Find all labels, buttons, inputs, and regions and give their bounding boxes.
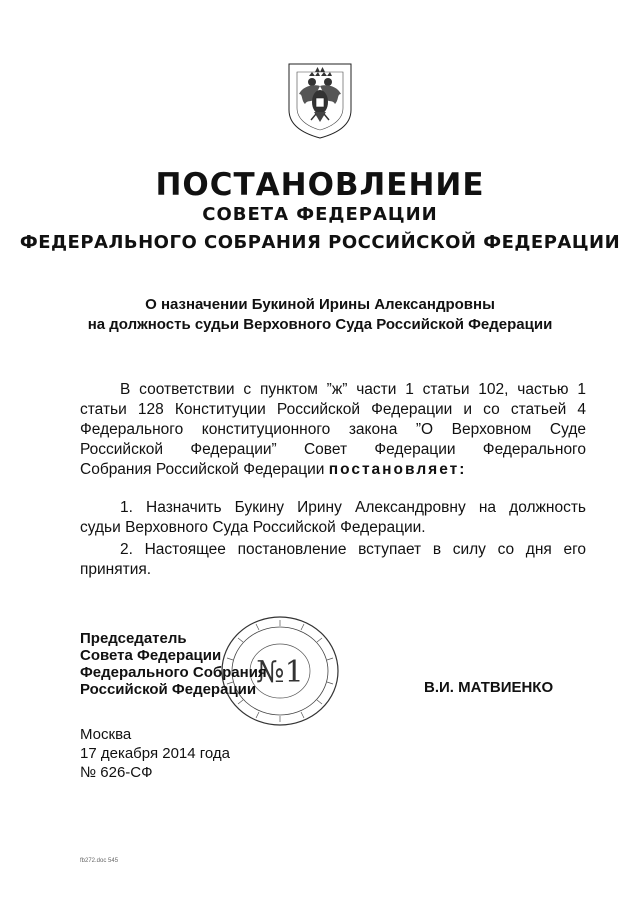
item-line: 1. Назначить Букину Ирину Александровну на должность bbox=[120, 499, 586, 516]
city: Москва bbox=[80, 726, 132, 743]
coat-of-arms-icon bbox=[285, 60, 355, 140]
decree-colon: : bbox=[459, 461, 467, 478]
preamble-line: Федерального конституционного закона ”О Верховном Суде bbox=[80, 421, 586, 438]
preamble-paragraph bbox=[80, 380, 586, 480]
position-line: Председатель bbox=[80, 630, 187, 647]
item-line: 2. Настоящее постановление вступает в силу со дня его bbox=[120, 541, 586, 558]
signatory-position bbox=[80, 630, 267, 698]
position-line: Российской Федерации bbox=[80, 681, 257, 698]
decree-item-1 bbox=[80, 498, 586, 538]
preamble-line: Российской Федерации” Совет Федерации Федерального bbox=[80, 441, 586, 458]
document-number: № 626-СФ bbox=[80, 764, 153, 781]
signatory-name: В.И. МАТВИЕНКО bbox=[424, 679, 554, 696]
subject-line-2: на должность судьи Верховного Суда Российской Федерации bbox=[87, 316, 553, 333]
preamble-line: Собрания Российской Федерации bbox=[80, 461, 325, 478]
position-line: Федерального Собрания bbox=[80, 664, 267, 681]
preamble-last-line bbox=[80, 460, 586, 480]
position-line: Совета Федерации bbox=[80, 647, 222, 664]
item-line: судьи Верховного Суда Российской Федерации. bbox=[80, 519, 426, 536]
date: 17 декабря 2014 года bbox=[80, 745, 231, 762]
subject-line-1: О назначении Букиной Ирины Александровны bbox=[145, 296, 495, 313]
decree-item-2 bbox=[80, 540, 586, 580]
issuer-line-2: ФЕДЕРАЛЬНОГО СОБРАНИЯ РОССИЙСКОЙ ФЕДЕРАЦИИ bbox=[19, 232, 621, 253]
file-code: fb272.doc 545 bbox=[80, 858, 119, 864]
place-date-block bbox=[80, 725, 230, 782]
decree-word: постановляет bbox=[328, 461, 460, 478]
preamble-line: В соответствии с пунктом ”ж” части 1 статьи 102, частью 1 bbox=[120, 381, 586, 398]
seal-number: №1 bbox=[256, 655, 304, 690]
preamble-line: статьи 128 Конституции Российской Федерации и со статьей 4 bbox=[80, 401, 586, 418]
document-title: ПОСТАНОВЛЕНИЕ bbox=[155, 167, 485, 203]
item-line: принятия. bbox=[80, 561, 152, 578]
issuer-line-1: СОВЕТА ФЕДЕРАЦИИ bbox=[202, 204, 438, 225]
